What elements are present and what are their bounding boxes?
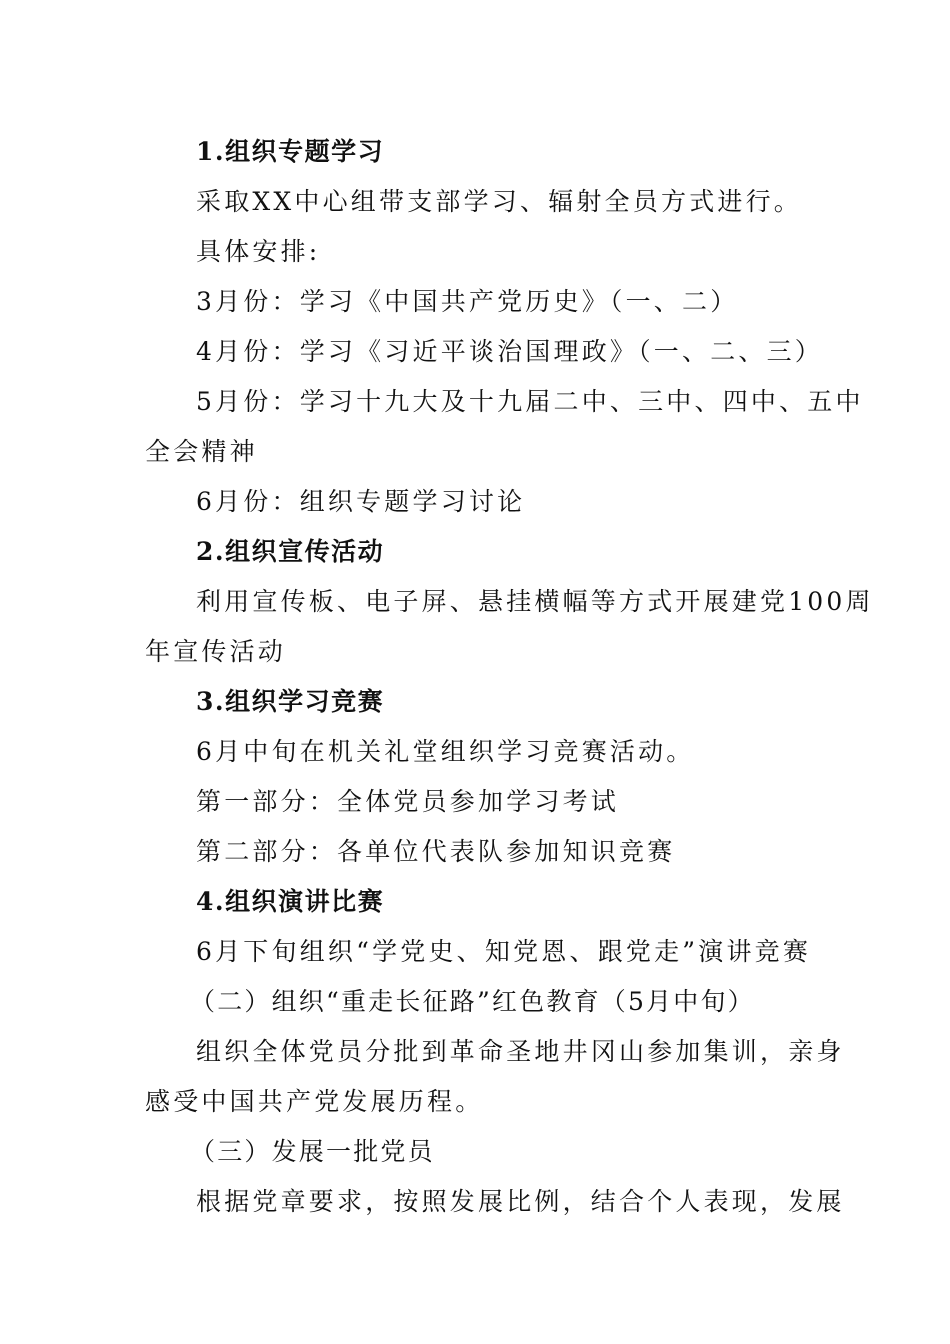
subsection-heading-3: （三）发展一批党员 bbox=[190, 1137, 435, 1166]
paragraph-line: 6月下旬组织“学党史、知党恩、跟党走”演讲竞赛 bbox=[196, 937, 812, 966]
section-heading-1: 1.组织专题学习 bbox=[196, 137, 385, 166]
section-heading-4: 4.组织演讲比赛 bbox=[196, 887, 385, 916]
paragraph-line: 根据党章要求，按照发展比例，结合个人表现，发展 bbox=[196, 1187, 845, 1216]
schedule-item-april: 4月份：学习《习近平谈治国理政》（一、二、三） bbox=[196, 337, 824, 366]
paragraph-line-continued: 年宣传活动 bbox=[145, 637, 287, 666]
paragraph-line: 6月中旬在机关礼堂组织学习竞赛活动。 bbox=[196, 737, 695, 766]
paragraph-line-continued: 感受中国共产党发展历程。 bbox=[145, 1087, 484, 1116]
paragraph-line: 组织全体党员分批到革命圣地井冈山参加集训，亲身 bbox=[196, 1037, 845, 1066]
paragraph-line: 具体安排: bbox=[196, 237, 321, 266]
subsection-heading-2: （二）组织“重走长征路”红色教育（5月中旬） bbox=[190, 987, 755, 1016]
paragraph-line: 利用宣传板、电子屏、悬挂横幅等方式开展建党100周 bbox=[196, 587, 874, 616]
paragraph-line: 第二部分：各单位代表队参加知识竞赛 bbox=[196, 837, 676, 866]
section-heading-3: 3.组织学习竞赛 bbox=[196, 687, 385, 716]
paragraph-line: 采取XX中心组带支部学习、辐射全员方式进行。 bbox=[196, 187, 802, 216]
schedule-item-may-continued: 全会精神 bbox=[145, 437, 258, 466]
schedule-item-june: 6月份：组织专题学习讨论 bbox=[196, 487, 526, 516]
paragraph-line: 第一部分：全体党员参加学习考试 bbox=[196, 787, 620, 816]
section-heading-2: 2.组织宣传活动 bbox=[196, 537, 385, 566]
schedule-item-may: 5月份：学习十九大及十九届二中、三中、四中、五中 bbox=[196, 387, 864, 416]
schedule-item-march: 3月份：学习《中国共产党历史》（一、二） bbox=[196, 287, 739, 316]
